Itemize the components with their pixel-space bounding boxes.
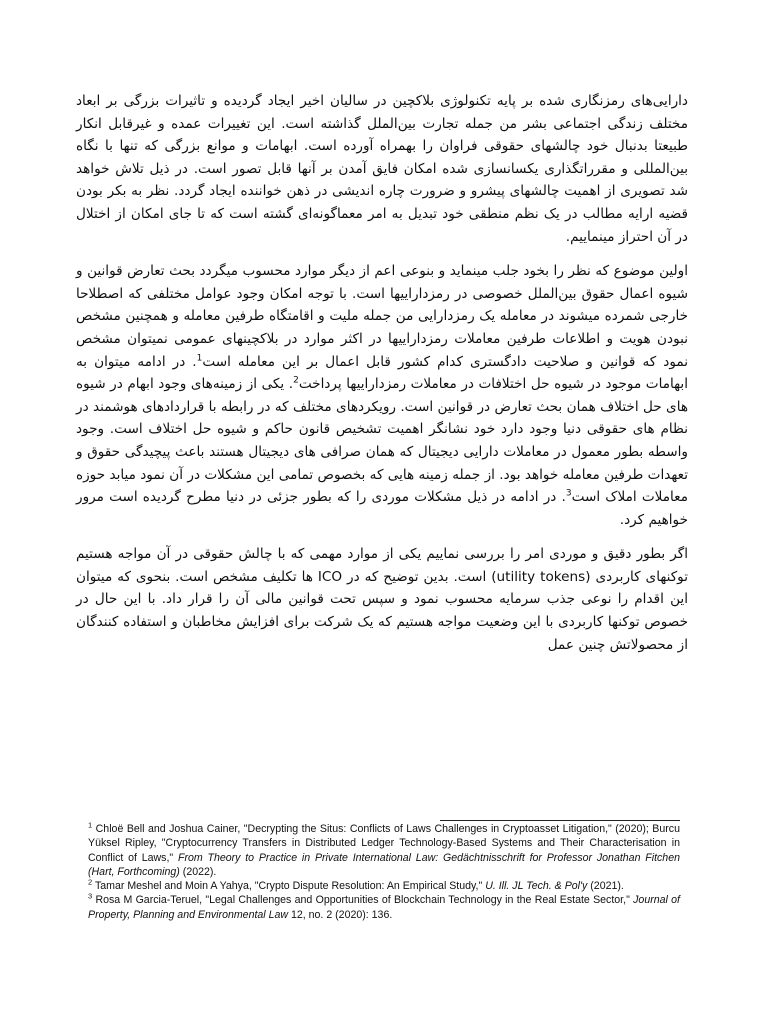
footnote-ref-2[interactable]: 2 — [293, 375, 299, 386]
paragraph-3: اگر بطور دقیق و موردی امر را بررسی نماییم یکی از موارد مهمی که با چالش حقوقی در آن مواجه هستیم توکنهای کاربردی (utility tokens) است. بدین توضیح که در ICO ها تکلیف مشخص است. بنحوی که میتوان این اقدام را نوعی جذب سرمایه محسوب نمود و سپس تحت قوانین مالی آن را قرار داد. با این حال در خصوص توکنها کاربردی با این وضعیت مواجه هستیم که یک شرکت برای افزایش مخاطبان و استفاده کنندگان از محصولاتش چنین عمل — [76, 546, 688, 653]
paragraph-1: دارایی‌های رمزنگاری شده بر پایه تکنولوژی بلاکچین در سالیان اخیر ایجاد گردیده و تاثیرات بزرگی بر ابعاد مختلف زندگی اجتماعی بشر من جمله تجارت بین‌الملل گذاشته است. این تغییرات عمده و غیرقابل انکار طبیعتا بدنبال خود چالشهای حقوقی فراوان را بهمراه آورده است. ابهامات و موانع بزرگی که تنها با نگاه بین‌المللی و مقرراتگذاری یکسانسازی شده امکان فایق آمدن بر آنها قابل تصور است. در ذیل تلاش خواهد شد تصویری از اهمیت چالشهای پیشرو و ضرورت چاره اندیشی در ذهن خواننده ایجاد گردد. نظر به بکر بودن قضیه ارایه مطالب در یک نظم منطقی خود تبدیل به امر معماگونه‌ای گشته است که تا جای امکان از اختلال در آن احتراز مینماییم. — [76, 93, 688, 245]
footnote-2: $^2$ Tamar Meshel and Moin A Yahya, "Crypto Dispute Resolution: An Empirical Study," U. Ill. JL Tech. & Pol'y (2021). — [88, 877, 624, 893]
footnotes — [88, 822, 680, 922]
paragraph-2: اولین موضوع که نظر را بخود جلب مینماید و بنوعی اعم از دیگر موارد محسوب میگردد بحث تعارض قوانین و شیوه اعمال حقوق بین‌الملل خصوصی در رمزداراییها است. با توجه امکان وجود عوامل مختلفی که اصطلاحا خارجی شمرده میشوند در معامله یک رمزدارایی من جمله ملیت و اقامتگاه طرفین معامله و همچنین مشخص نبودن هویت و اطلاعات طرفین معاملات رمزداراییها در اکثر موارد در بلاکچینهای عمومی نمیتوان مشخص نمود که قوانین و صلاحیت دادگستری کدام کشور قابل اعمال بر این معامله است$^1$. در ادامه میتوان به ابهامات موجود در شیوه حل اختلافات در معاملات رمزداراییها پرداخت$^2$. یکی از زمینه‌های وجود ابهام در شیوه های حل اختلاف همان بحث تعارض در قوانین است. رویکردهای مختلف که در رابطه با قراردادهای هوشمند در نظام های حقوقی دنیا وجود دارد خود نشانگر اهمیت تشخیص قانون حاکم و شیوه حل اختلاف است. وجود واسطه بطور معمول در معاملات دارایی دیجیتال که همان صرافی های دیجیتال هستند باعث پیچیدگی حقوق و تعهدات طرفین معامله خواهد بود. از جمله زمینه هایی که بخصوص تمامی این مشکلات در آن نمود میابد حوزه معاملات املاک است$^3$. در ادامه در ذیل مشکلات موردی را که بطور جزئی در دنیا مطرح گردیده است مرور خواهیم کرد. — [76, 263, 688, 528]
footnote-ref-1[interactable]: 1 — [196, 353, 203, 363]
footnote-1: $^1$ Chloë Bell and Joshua Cainer, "Decrypting the Situs: Conflicts of Laws Challenges in Cryptoasset Litigation," (2020); Burcu Yüksel Ripley, "Cryptocurrency Transfers in Distributed Ledger Technology-Based Systems and Their Characterisation in Conflict of Laws," From Theory to Practice in Private International Law: Gedächtnisschrift for Professor Jonathan Fitchen (Hart, Forthcoming) (2022). — [88, 820, 680, 878]
footnote-ref-3[interactable]: 3 — [565, 488, 572, 499]
footnote-3: $^3$ Rosa M Garcia-Teruel, "Legal Challenges and Opportunities of Blockchain Technology in the Real Estate Sector," Journal of Property, Planning and Environmental Law 12, no. 2 (2020): 136. — [88, 891, 680, 921]
footnote-separator — [440, 820, 680, 821]
body-text — [76, 90, 688, 668]
